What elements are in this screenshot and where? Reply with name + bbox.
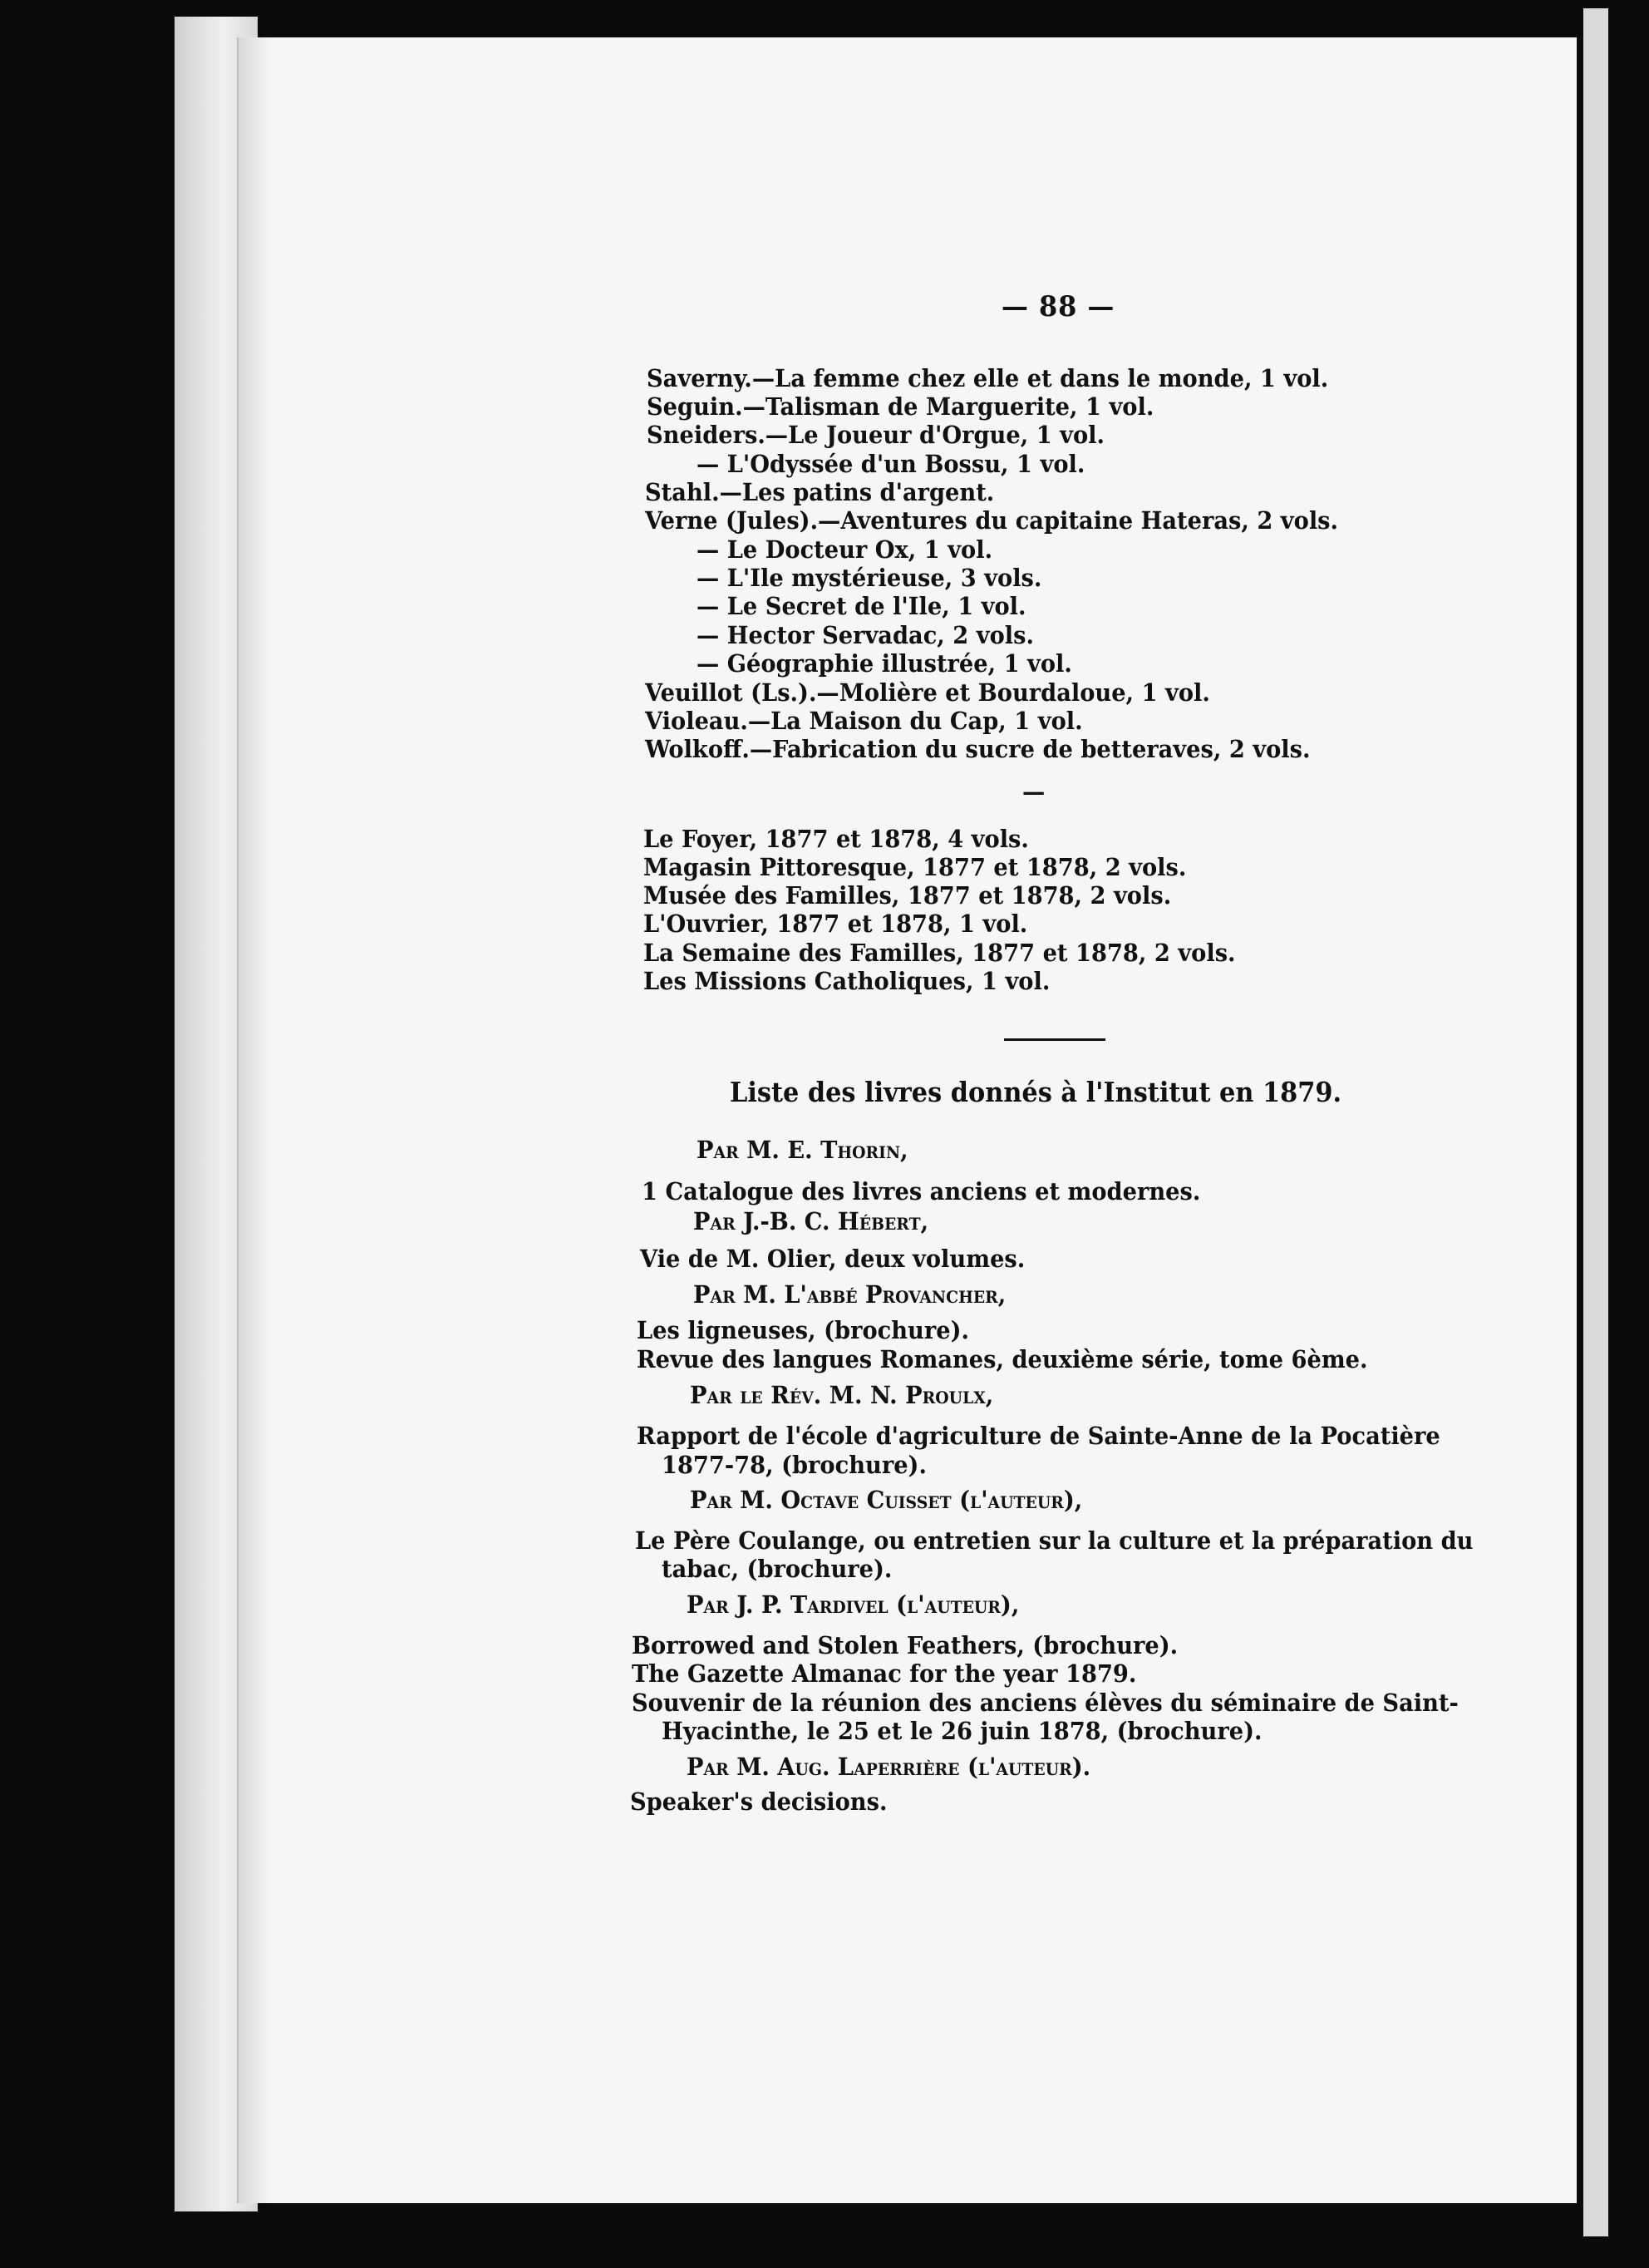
donated-item: Revue des langues Romanes, deuxième série, tome 6ème. — [637, 1345, 1368, 1373]
list-item: — L'Ile mystérieuse, 3 vols. — [697, 564, 1042, 592]
list-item: Wolkoff.—Fabrication du sucre de betteraves, 2 vols. — [645, 735, 1311, 763]
section-title: Liste des livres donnés à l'Institut en 1879. — [730, 1076, 1342, 1108]
donated-item: Speaker's decisions. — [630, 1787, 888, 1816]
donor-line: Par M. Aug. Laperrière (l'auteur). — [687, 1753, 1091, 1781]
book-page — [237, 37, 1577, 2203]
list-item: — L'Odyssée d'un Bossu, 1 vol. — [697, 450, 1085, 478]
list-item: Magasin Pittoresque, 1877 et 1878, 2 vols. — [643, 853, 1187, 881]
list-item: Les Missions Catholiques, 1 vol. — [643, 967, 1051, 995]
donor-line: Par J. P. Tardivel (l'auteur), — [687, 1590, 1020, 1619]
donated-item: tabac, (brochure). — [662, 1555, 893, 1583]
list-item: Veuillot (Ls.).—Molière et Bourdaloue, 1 vol. — [645, 678, 1210, 707]
list-item: Verne (Jules).—Aventures du capitaine Hateras, 2 vols. — [645, 506, 1339, 535]
donor-line: Par M. Octave Cuisset (l'auteur), — [690, 1486, 1083, 1514]
donated-item: Vie de M. Olier, deux volumes. — [640, 1245, 1026, 1273]
list-item: Musée des Familles, 1877 et 1878, 2 vols. — [643, 881, 1172, 910]
separator-dash: — — [1022, 777, 1046, 806]
donor-line: Par M. E. Thorin, — [697, 1136, 908, 1164]
donor-line: Par le Rév. M. N. Proulx, — [690, 1381, 994, 1409]
donated-item: Les ligneuses, (brochure). — [637, 1316, 969, 1344]
donated-item: Souvenir de la réunion des anciens élèves du séminaire de Saint- — [632, 1689, 1459, 1717]
list-item: — Le Docteur Ox, 1 vol. — [697, 535, 993, 564]
donated-item: Borrowed and Stolen Feathers, (brochure). — [632, 1631, 1179, 1659]
list-item: Le Foyer, 1877 et 1878, 4 vols. — [643, 825, 1029, 853]
donor-line: Par J.-B. C. Hébert, — [693, 1207, 929, 1235]
list-item: L'Ouvrier, 1877 et 1878, 1 vol. — [643, 910, 1028, 938]
list-item: Violeau.—La Maison du Cap, 1 vol. — [645, 707, 1083, 735]
section-rule — [1004, 1038, 1105, 1041]
list-item: Seguin.—Talisman de Marguerite, 1 vol. — [647, 392, 1154, 421]
list-item: Sneiders.—Le Joueur d'Orgue, 1 vol. — [647, 421, 1105, 449]
donated-item: 1 Catalogue des livres anciens et modernes. — [642, 1177, 1201, 1205]
list-item: — Hector Servadac, 2 vols. — [697, 621, 1034, 649]
donated-item: The Gazette Almanac for the year 1879. — [632, 1659, 1137, 1688]
list-item: La Semaine des Familles, 1877 et 1878, 2 vols. — [643, 939, 1236, 967]
gutter-shadow — [239, 37, 272, 2203]
list-item: Saverny.—La femme chez elle et dans le monde, 1 vol. — [647, 364, 1329, 392]
page-number: — 88 — — [1002, 290, 1115, 323]
donated-item: Hyacinthe, le 25 et le 26 juin 1878, (brochure). — [662, 1717, 1263, 1745]
donated-item: 1877-78, (brochure). — [662, 1451, 927, 1479]
donor-line: Par M. L'abbé Provancher, — [693, 1280, 1007, 1309]
list-item: — Géographie illustrée, 1 vol. — [697, 649, 1072, 678]
scan-border — [1583, 8, 1608, 2236]
donated-item: Le Père Coulange, ou entretien sur la culture et la préparation du — [635, 1526, 1474, 1555]
list-item: — Le Secret de l'Ile, 1 vol. — [697, 592, 1026, 620]
list-item: Stahl.—Les patins d'argent. — [645, 478, 995, 506]
donated-item: Rapport de l'école d'agriculture de Sainte-Anne de la Pocatière — [637, 1422, 1440, 1450]
